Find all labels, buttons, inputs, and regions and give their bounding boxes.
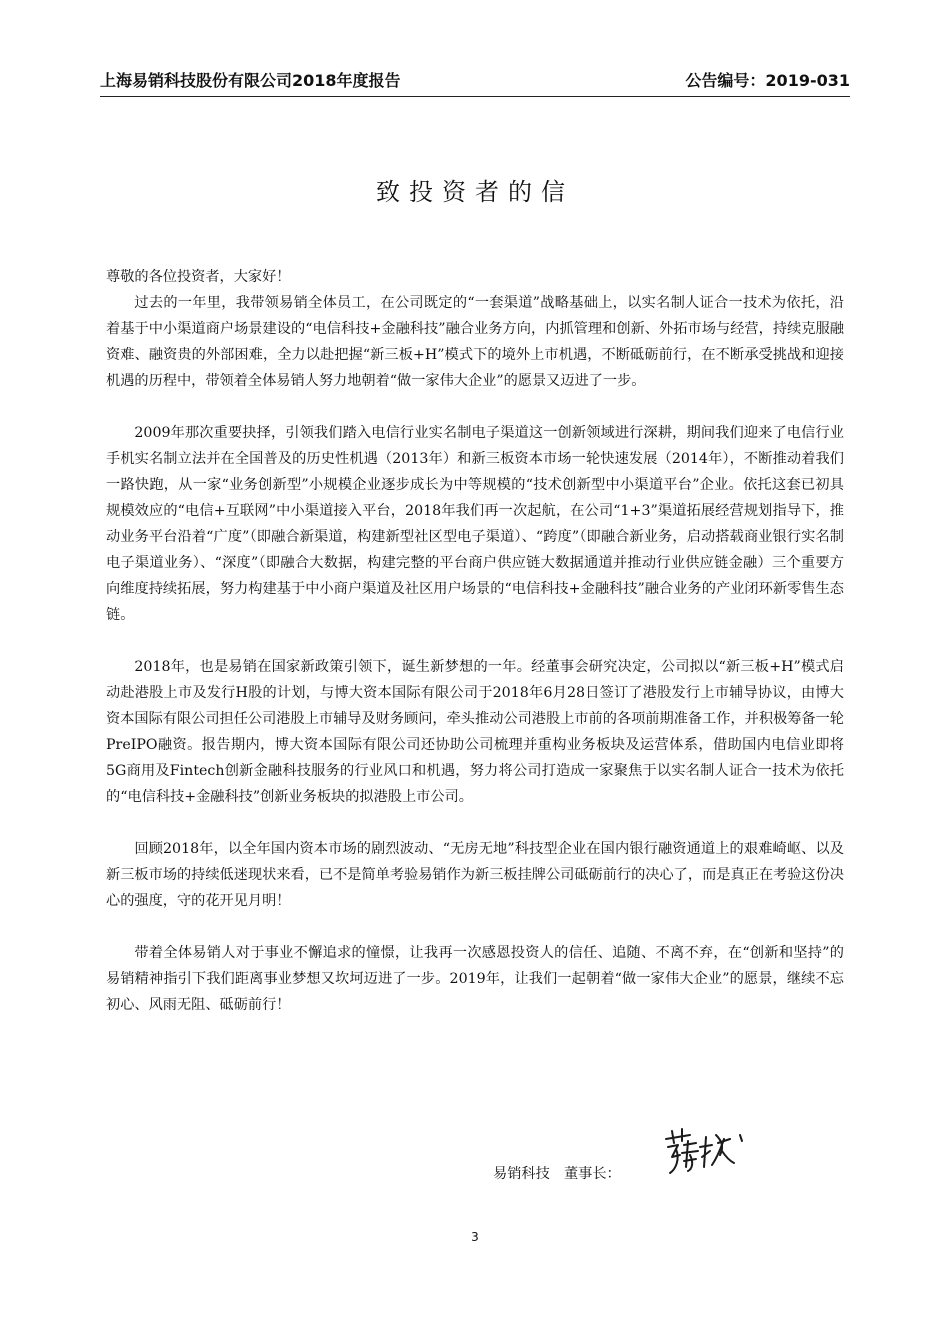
letter-body	[106, 264, 844, 1044]
letter-title: 致投资者的信	[376, 178, 574, 206]
letter-greeting: 尊敬的各位投资者，大家好！	[106, 269, 291, 285]
letter-paragraph: 2009年那次重要抉择，引领我们踏入电信行业实名制电子渠道这一创新领域进行深耕，期间我们迎来了电信行业手机实名制立法并在全国普及的历史性机遇（2013年）和新三板资本市场一轮快速发展（2014年），不断推动着我们一路快跑，从一家“业务创新型”小规模企业逐步成长为中等规模的“技术创新型中小渠道平台”企业。依托这套已初具规模效应的“电信+互联网”中小渠道接入平台，2018年我们再一次起航，在公司“1+3”渠道拓展经营规划指导下，推动业务平台沿着“广度”（即融合新渠道，构建新型社区型电子渠道）、“跨度”（即融合新业务，启动搭载商业银行实名制电子渠道业务）、“深度”（即融合大数据，构建完整的平台商户供应链大数据通道并推动行业供应链金融）三个重要方向维度持续拓展，努力构建基于中小商户渠道及社区用户场景的“电信科技+金融科技”融合业务的产业闭环新零售生态链。	[106, 425, 844, 623]
announcement-number: 公告编号：2019-031	[685, 71, 850, 90]
page-number: 3	[471, 1230, 479, 1244]
letter-paragraph: 带着全体易销人对于事业不懈追求的憧憬，让我再一次感恩投资人的信任、追随、不离不弃，在“创新和坚持”的易销精神指引下我们距离事业梦想又坎坷迈进了一步。2019年，让我们一起朝着“做一家伟大企业”的愿景，继续不忘初心、风雨无阻、砥砺前行！	[106, 945, 844, 1013]
page-header	[100, 68, 850, 97]
letter-paragraph: 2018年，也是易销在国家新政策引领下，诞生新梦想的一年。经董事会研究决定，公司拟以“新三板+H”模式启动赴港股上市及发行H股的计划，与博大资本国际有限公司于2018年6月28日签订了港股发行上市辅导协议，由博大资本国际有限公司担任公司港股上市辅导及财务顾问，牵头推动公司港股上市前的各项前期准备工作，并积极筹备一轮PreIPO融资。报告期内，博大资本国际有限公司还协助公司梳理并重构业务板块及运营体系，借助国内电信业即将5G商用及Fintech创新金融科技服务的行业风口和机遇，努力将公司打造成一家聚焦于以实名制人证合一技术为依托的“电信科技+金融科技”创新业务板块的拟港股上市公司。	[106, 659, 844, 805]
letter-paragraph: 过去的一年里，我带领易销全体员工，在公司既定的“一套渠道”战略基础上，以实名制人证合一技术为依托，沿着基于中小渠道商户场景建设的“电信科技+金融科技”融合业务方向，内抓管理和创新、外拓市场与经营，持续克服融资难、融资贵的外部困难，全力以赴把握“新三板+H”模式下的境外上市机遇，不断砥砺前行，在不断承受挑战和迎接机遇的历程中，带领着全体易销人努力地朝着“做一家伟大企业”的愿景又迈进了一步。	[106, 295, 844, 389]
company-report-title: 上海易销科技股份有限公司2018年度报告	[100, 71, 401, 90]
handwritten-signature	[660, 1125, 752, 1177]
letter-paragraph: 回顾2018年，以全年国内资本市场的剧烈波动、“无房无地”科技型企业在国内银行融资通道上的艰难崎岖、以及新三板市场的持续低迷现状来看，已不是简单考验易销作为新三板挂牌公司砥砺前行的决心了，而是真正在考验这份决心的强度，守的花开见月明！	[106, 841, 844, 909]
signature-label: 易销科技 董事长：	[493, 1166, 621, 1182]
